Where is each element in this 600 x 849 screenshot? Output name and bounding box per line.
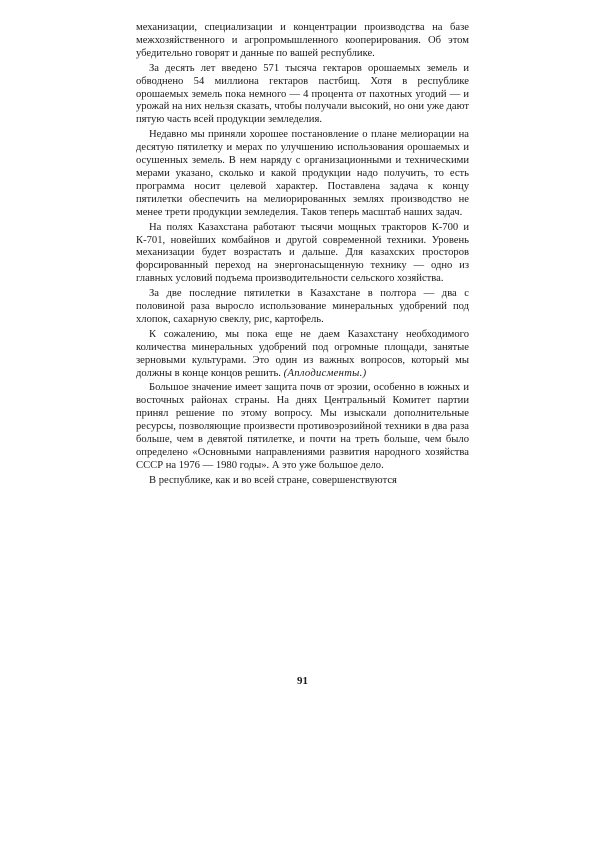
paragraph-2: За десять лет введено 571 тысяча гектаров орошаемых земель и обводнено 54 миллиона гектаров пастбищ. Хотя в республике орошаемых земель пока немного — 4 процента от пахотных угодий — и урожай на них нельзя сказать, чтобы получали высокий, но они уже дают пятую часть всей продукции земледелия. — [136, 62, 469, 126]
document-page — [136, 22, 469, 687]
applause-note: (Аплодисменты.) — [283, 367, 367, 379]
paragraph-4: На полях Казахстана работают тысячи мощных тракторов К-700 и К-701, новейших комбайнов и другой современной техники. Уровень механизации будет возрастать и дальше. Для казахских просторов форсированный переход на энергонасыщенную технику — одно из главных условий подъема производительности сельского хозяйства. — [136, 221, 469, 285]
paragraph-3: Недавно мы приняли хорошее постановление о плане мелиорации на десятую пятилетку и мерах по улучшению использования орошаемых и осушенных земель. В нем наряду с организационными и техническими мерами указано, сколько и какой продукции надо получить, то есть программа носит целевой характер. Поставлена задача к концу пятилетки обеспечить на мелиорированных землях производство не менее трети продукции земледелия. Таков теперь масштаб наших задач. — [136, 129, 469, 218]
paragraph-6 — [136, 329, 469, 381]
paragraph-6-text: К сожалению, мы пока еще не даем Казахстану необходимого количества минеральных удобрений под огромные площади, занятые зерновыми культурами. Это один из важных вопросов, который мы должны в конце концов решить. — [136, 328, 469, 379]
paragraph-7: Большое значение имеет защита почв от эрозии, особенно в южных и восточных районах страны. На днях Центральный Комитет партии принял решение по этому вопросу. Мы изыскали дополнительные ресурсы, позволяющие произвести противоэрозийной техники в два раза больше, чем в девятой пятилетке, и почти на треть больше, чем было определено «Основными направлениями развития народного хозяйства СССР на 1976 — 1980 годы». А это уже большое дело. — [136, 382, 469, 471]
paragraph-1: механизации, специализации и концентрации производства на базе межхозяйственного и агропромышленного кооперирования. Об этом убедительно говорят и данные по вашей республике. — [136, 22, 469, 59]
paragraph-8: В республике, как и во всей стране, совершенствуются — [149, 474, 397, 486]
paragraph-5: За две последние пятилетки в Казахстане в полтора — два с половиной раза выросло использование минеральных удобрений под хлопок, сахарную свеклу, рис, картофель. — [136, 288, 469, 325]
page-number: 91 — [297, 675, 308, 687]
